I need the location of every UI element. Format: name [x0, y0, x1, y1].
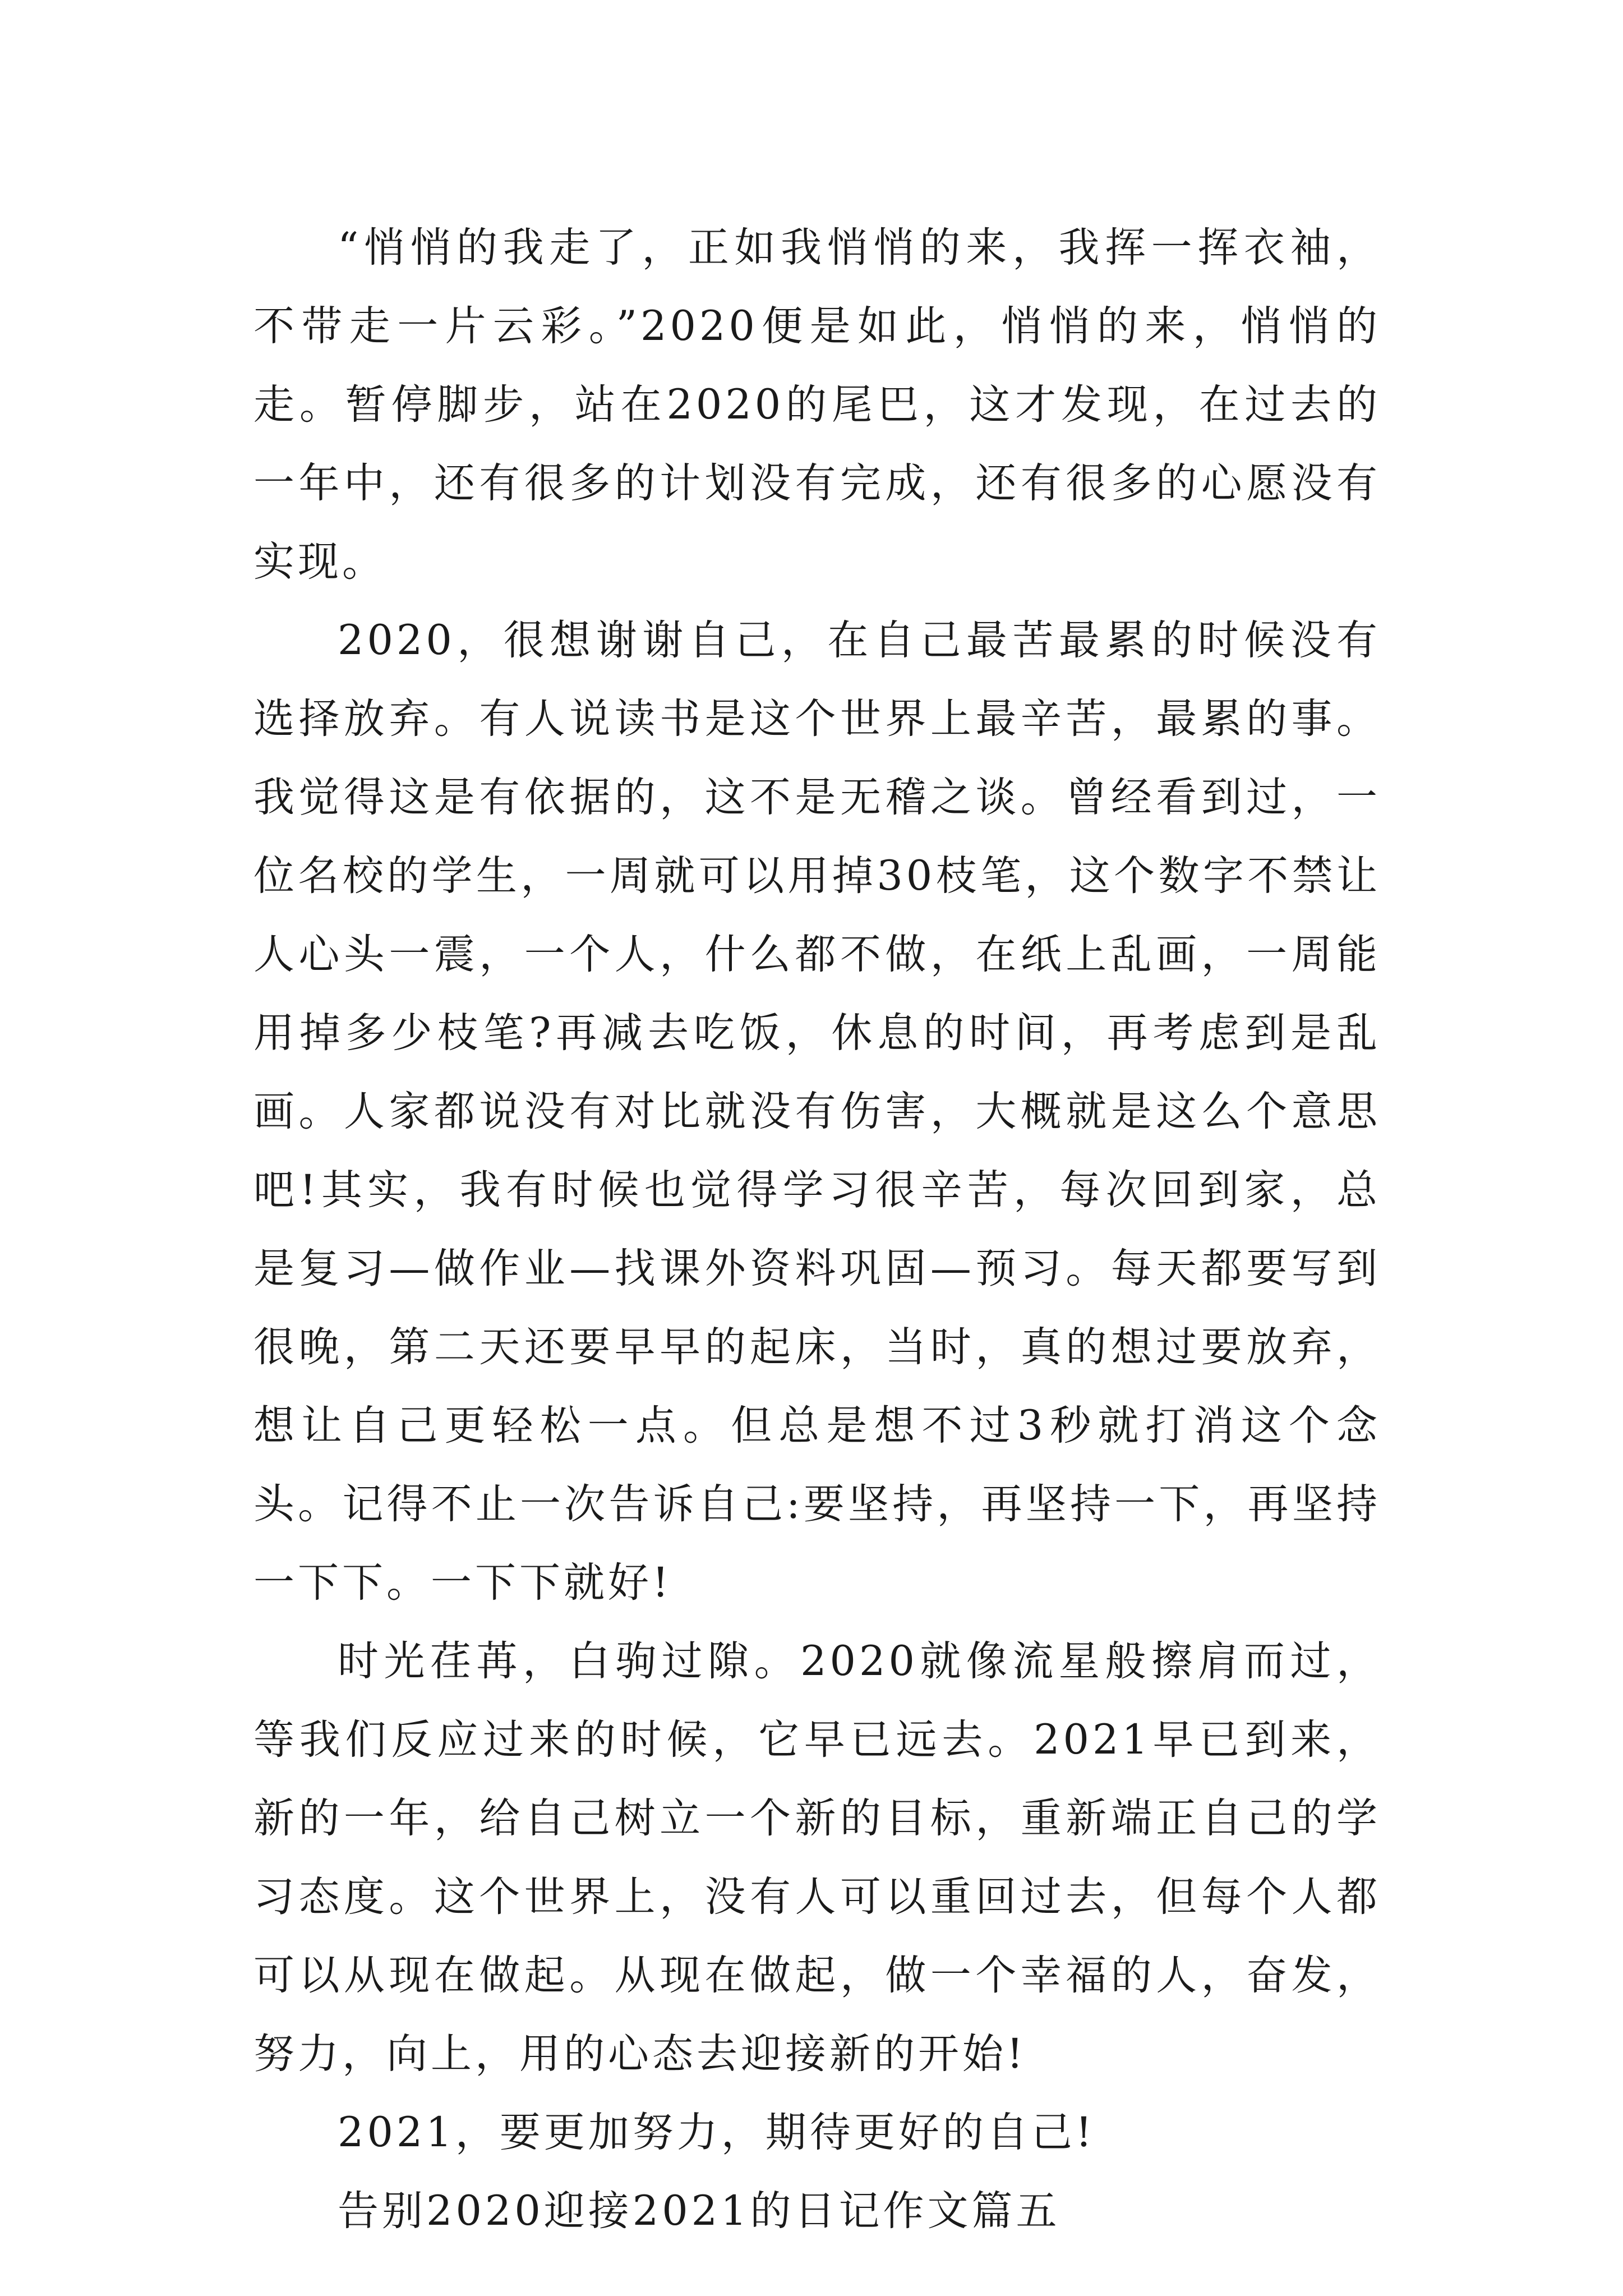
document-body: [253, 209, 1381, 2251]
paragraph-3: 时光荏苒，白驹过隙。2020就像流星般擦肩而过，等我们反应过来的时候，它早已远去。2021早已到来，新的一年，给自己树立一个新的目标，重新端正自己的学习态度。这个世界上，没有人可以重回过去，但每个人都可以从现在做起。从现在做起，做一个幸福的人，奋发，努力，向上，用的心态去迎接新的开始!: [253, 1637, 1381, 2078]
section-heading: 告别2020迎接2021的日记作文篇五: [338, 2187, 1061, 2235]
paragraph-2: 2020，很想谢谢自己，在自己最苦最累的时候没有选择放弃。有人说读书是这个世界上最辛苦，最累的事。我觉得这是有依据的，这不是无稽之谈。曾经看到过，一位名校的学生，一周就可以用掉30枝笔，这个数字不禁让人心头一震，一个人，什么都不做，在纸上乱画，一周能用掉多少枝笔?再减去吃饭，休息的时间，再考虑到是乱画。人家都说没有对比就没有伤害，大概就是这么个意思吧!其实，我有时候也觉得学习很辛苦，每次回到家，总是复习—做作业—找课外资料巩固—预习。每天都要写到很晚，第二天还要早早的起床，当时，真的想过要放弃，想让自己更轻松一点。但总是想不过3秒就打消这个念头。记得不止一次告诉自己:要坚持，再坚持一下，再坚持一下下。一下下就好!: [253, 616, 1381, 1607]
paragraph-4: 2021，要更加努力，期待更好的自己!: [338, 2109, 1096, 2156]
paragraph-1: “悄悄的我走了，正如我悄悄的来，我挥一挥衣袖，不带走一片云彩。”2020便是如此，悄悄的来，悄悄的走。暂停脚步，站在2020的尾巴，这才发现，在过去的一年中，还有很多的计划没有完成，还有很多的心愿没有实现。: [253, 224, 1381, 586]
